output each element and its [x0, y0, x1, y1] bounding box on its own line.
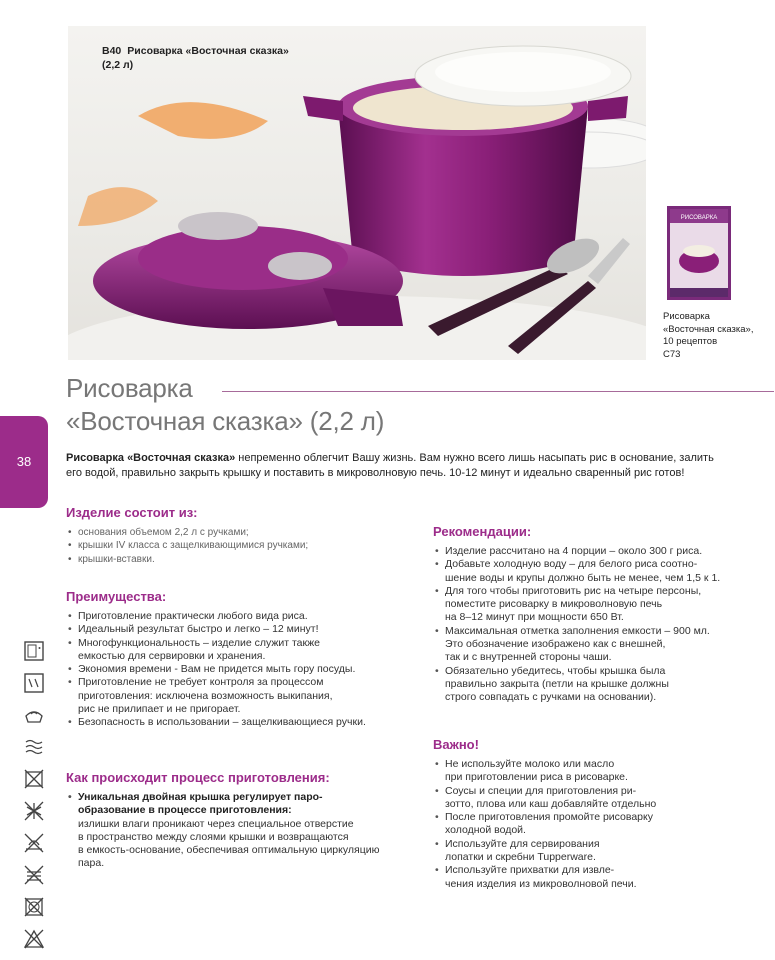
product-code: B40 [102, 45, 122, 57]
intro-paragraph: Рисоварка «Восточная сказка» непременно облегчит Вашу жизнь. Вам нужно всего лишь насыпать рис в основание, залить его водой, правильно закрыть крышку и поставить в микроволновую печь. 10-12 минут и идеально сваренный рис готов! [66, 452, 714, 479]
list-item: • Многофункциональность – изделие служит также емкостью для сервировки и хранения. [66, 637, 406, 664]
list-item: • крышки-вставки. [66, 553, 396, 566]
list-item: • Используйте для сервирования лопатки и скребни Tupperware. [433, 838, 768, 865]
hand-wash-icon [22, 704, 46, 726]
advantages-section [66, 589, 406, 730]
advantages-heading: Преимущества: [66, 589, 167, 604]
no-stove-icon [22, 832, 46, 854]
recommendations-section [433, 524, 768, 705]
dishwasher-icon [22, 672, 46, 694]
list-item: • Экономия времени - Вам не придется мыть гору посуды. [66, 663, 406, 676]
list-item: • Идеальный результат быстро и легко – 12 минут! [66, 623, 406, 636]
list-item: • Максимальная отметка заполнения емкости – 900 мл. Это обозначение изображено как с внешней, так и с внутренней стороны чаши. [433, 625, 768, 665]
book-cover-title: РИСОВАРКА [680, 215, 718, 221]
page-title: Рисоварка «Восточная сказка» (2,2 л) [66, 373, 385, 436]
page-number: 38 [16, 454, 32, 469]
list-item: • крышки IV класса с защелкивающимися ручками; [66, 539, 396, 552]
no-dryer-icon [22, 896, 46, 918]
process-section [66, 770, 411, 871]
no-freezer-icon [22, 800, 46, 822]
list-item: • Соусы и специи для приготовления ри- зотто, плова или каш добавляйте отдельно [433, 785, 768, 812]
list-item: • Добавьте холодную воду – для белого риса соотно- шение воды и крупы должно быть не менее, чем 1,5 к 1. [433, 558, 768, 585]
care-icons [22, 640, 50, 960]
list-item: • Уникальная двойная крышка регулирует паро- образование в процессе приготовления: [66, 791, 411, 818]
steam-icon [22, 736, 46, 758]
list-item: • Приготовление не требует контроля за процессом приготовления: исключена возможность выкипания, рис не прилипает и не пригорает. [66, 676, 406, 716]
composition-heading: Изделие состоит из: [66, 505, 198, 520]
list-item: • После приготовления промойте рисоварку холодной водой. [433, 811, 768, 838]
list-item: • Не используйте молоко или масло при приготовлении риса в рисоварке. [433, 758, 768, 785]
no-grill-icon [22, 864, 46, 886]
book-caption: Рисоварка «Восточная сказка», 10 рецептов С73 [663, 311, 754, 360]
rice-cooker-illustration [68, 26, 646, 360]
list-item: • Используйте прихватки для извле- чения изделия из микроволновой печи. [433, 864, 768, 891]
list-item: • Безопасность в использовании – защелкивающиеся ручки. [66, 716, 406, 729]
list-item: • Приготовление практически любого вида риса. [66, 610, 406, 623]
important-section [433, 737, 768, 891]
product-volume: (2,2 л) [102, 59, 134, 71]
product-photo [68, 26, 646, 360]
list-item: • основания объемом 2,2 л с ручками; [66, 526, 396, 539]
recommendations-heading: Рекомендации: [433, 524, 532, 539]
microwave-icon [22, 640, 46, 662]
no-oven-icon [22, 768, 46, 790]
no-bleach-icon [22, 928, 46, 950]
composition-section [66, 505, 396, 566]
product-name: Рисоварка «Восточная сказка» [127, 45, 289, 57]
process-heading: Как происходит процесс приготовления: [66, 770, 330, 785]
list-item: • Для того чтобы приготовить рис на четыре персоны, поместите рисоварку в микроволновую печь на 8–12 минут при мощности 650 Вт. [433, 585, 768, 625]
recipe-book-image [667, 206, 731, 300]
process-body: излишки влаги проникают через специальное отверстие в пространство между слоями крышки и возвращаются в емкость-основание, обеспечивая оптимальную циркуляцию пара. [78, 817, 380, 870]
important-heading: Важно! [433, 737, 479, 752]
photo-caption [102, 44, 289, 72]
list-item: • Изделие рассчитано на 4 порции – около 300 г риса. [433, 545, 768, 558]
list-item: • Обязательно убедитесь, чтобы крышка была правильно закрыта (петли на крышке должны строго совпадать с ручками на основании). [433, 665, 768, 705]
title-divider [222, 391, 774, 392]
